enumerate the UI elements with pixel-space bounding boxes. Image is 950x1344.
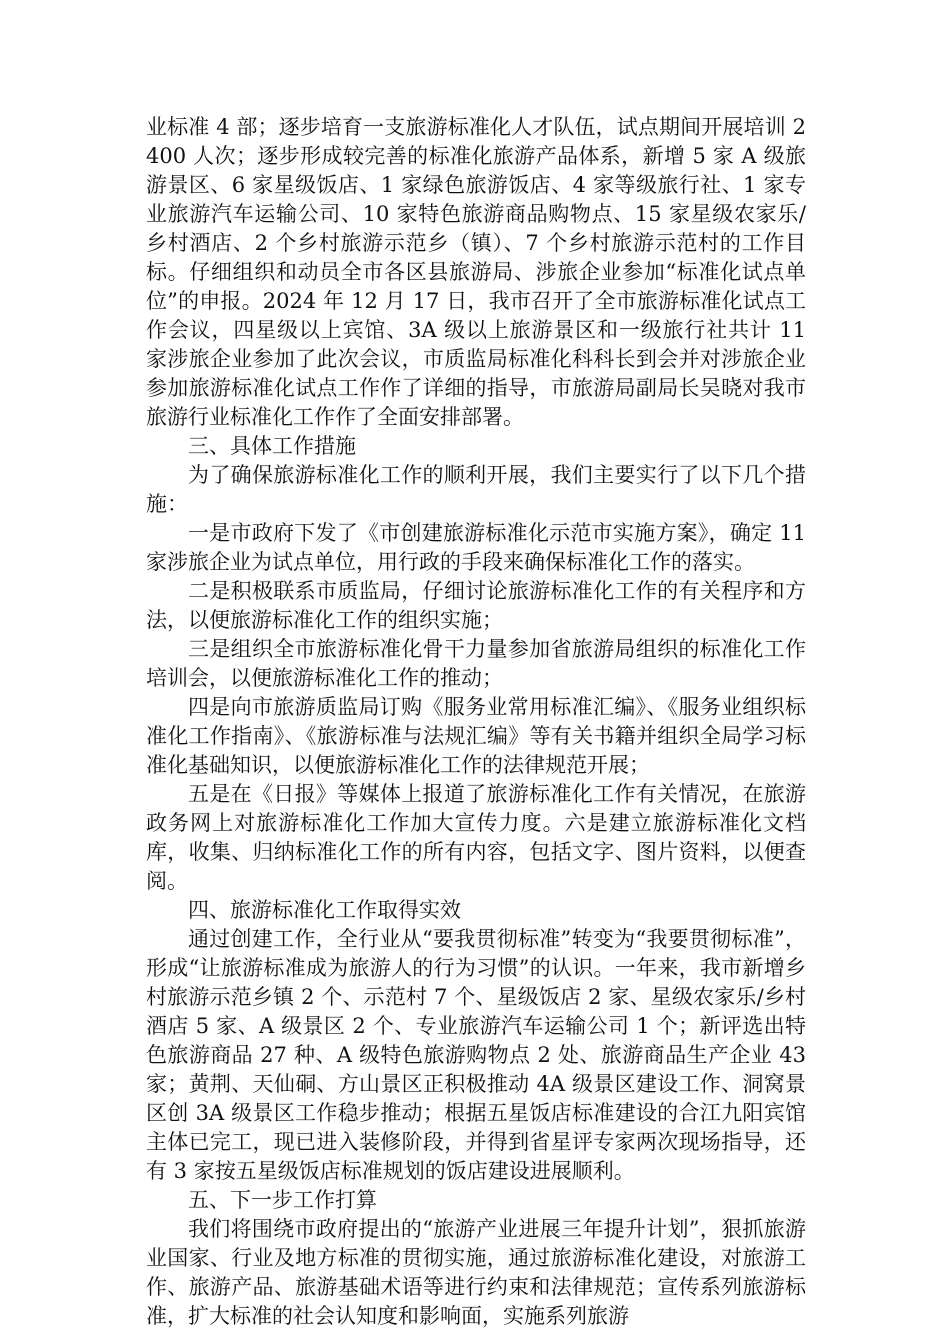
paragraph-goals: 业标准 4 部；逐步培育一支旅游标准化人才队伍，试点期间开展培训 2400 人次；逐步形成较完善的标准化旅游产品体系，新增 5 家 A 级旅游景区、6 家星级饭店、1 家绿色旅游饭店、4 家等级旅行社、1 家专业旅游汽车运输公司、10 家特色旅游商品购物点、15 家星级农家乐/乡村酒店、2 个乡村旅游示范乡（镇）、7 个乡村旅游示范村的工作目标。仔细组织和动员全市各区县旅游局、涉旅企业参加“标准化试点单位”的申报。2024 年 12 月 17 日，我市召开了全市旅游标准化试点工作会议，四星级以上宾馆、3A 级以上旅游景区和一级旅行社共计 11 家涉旅企业参加了此次会议，市质监局标准化科科长到会并对涉旅企业参加旅游标准化试点工作作了详细的指导，市旅游局副局长吴晓对我市旅游行业标准化工作作了全面安排部署。 <box>146 115 806 429</box>
paragraph-measure-4: 四是向市旅游质监局订购《服务业常用标准汇编》、《服务业组织标准化工作指南》、《旅游标准与法规汇编》等有关书籍并组织全局学习标准化基础知识，以便旅游标准化工作的法律规范开展； <box>146 695 806 777</box>
section-heading-4: 四、旅游标准化工作取得实效 <box>188 898 461 922</box>
paragraph-measures-intro: 为了确保旅游标准化工作的顺利开展，我们主要实行了以下几个措施： <box>146 463 806 516</box>
paragraph-next-steps: 我们将围绕市政府提出的“旅游产业进展三年提升计划”，狠抓旅游业国家、行业及地方标准的贯彻实施，通过旅游标准化建设，对旅游工作、旅游产品、旅游基础术语等进行约束和法律规范；宣传系列旅游标准，扩大标准的社会认知度和影响面，实施系列旅游 <box>146 1217 806 1328</box>
paragraph-measure-5-6: 五是在《日报》等媒体上报道了旅游标准化工作有关情况，在旅游政务网上对旅游标准化工作加大宣传力度。六是建立旅游标准化文档库，收集、归纳标准化工作的所有内容，包括文字、图片资料，以便查阅。 <box>146 782 806 893</box>
paragraph-measure-2: 二是积极联系市质监局，仔细讨论旅游标准化工作的有关程序和方法，以便旅游标准化工作的组织实施； <box>146 579 806 632</box>
section-heading-5: 五、下一步工作打算 <box>188 1188 377 1212</box>
paragraph-results: 通过创建工作，全行业从“要我贯彻标准”转变为“我要贯彻标准”，形成“让旅游标准成为旅游人的行为习惯”的认识。一年来，我市新增乡村旅游示范乡镇 2 个、示范村 7 个、星级饭店 2 家、星级农家乐/乡村酒店 5 家、A 级景区 2 个、专业旅游汽车运输公司 1 个；新评选出特色旅游商品 27 种、A 级特色旅游购物点 2 处、旅游商品生产企业 43 家；黄荆、天仙硐、方山景区正积极推动 4A 级景区建设工作、洞窝景区创 3A 级景区工作稳步推动；根据五星饭店标准建设的合江九阳宾馆主体已完工，现已进入装修阶段，并得到省星评专家两次现场指导，还有 3 家按五星级饭店标准规划的饭店建设进展顺利。 <box>146 927 806 1183</box>
section-heading-3: 三、具体工作措施 <box>188 434 356 458</box>
document-body <box>146 113 806 1331</box>
paragraph-measure-3: 三是组织全市旅游标准化骨干力量参加省旅游局组织的标准化工作培训会，以便旅游标准化工作的推动； <box>146 637 806 690</box>
paragraph-measure-1: 一是市政府下发了《市创建旅游标准化示范市实施方案》，确定 11 家涉旅企业为试点单位，用行政的手段来确保标准化工作的落实。 <box>146 521 806 574</box>
